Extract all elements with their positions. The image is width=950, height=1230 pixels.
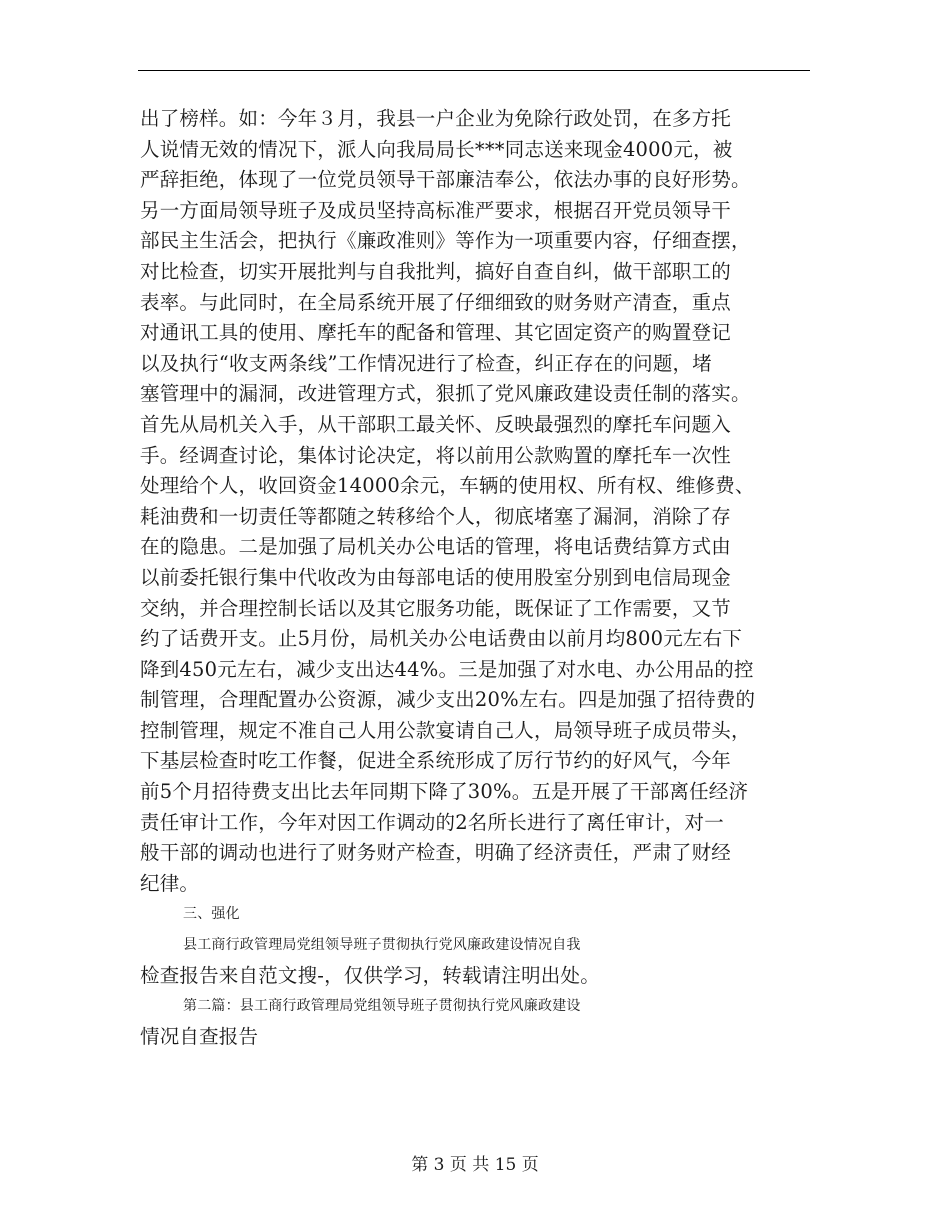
text-line: 手。经调查讨论，集体讨论决定，将以前用公款购置的摩托车一次性	[140, 443, 732, 467]
text-line: 三、强化	[183, 906, 240, 923]
text-line: 约了话费开支。止5月份，局机关办公电话费由以前月均800元左右下	[140, 627, 743, 651]
text-line: 对比检查，切实开展批判与自我批判，搞好自查自纠，做干部职工的	[140, 259, 732, 283]
text-line: 纪律。	[140, 871, 200, 895]
text-line: 首先从局机关入手，从干部职工最关怀、反映最强烈的摩托车问题入	[140, 412, 732, 436]
text-line: 出了榜样。如：今年３月，我县一户企业为免除行政处罚，在多方托	[140, 107, 732, 130]
header-rule	[138, 70, 810, 71]
text-line: 另一方面局领导班子及成员坚持高标准严要求，根据召开党员领导干	[140, 198, 732, 222]
text-line: 情况自查报告	[140, 1024, 259, 1048]
text-line: 检查报告来自范文搜-，仅供学习，转载请注明出处。	[140, 963, 600, 987]
text-line: 交纳，并合理控制长话以及其它服务功能，既保证了工作需要，又节	[140, 596, 732, 620]
page-footer: 第 3 页 共 15 页	[411, 1155, 539, 1175]
text-line: 在的隐患。二是加强了局机关办公电话的管理，将电话费结算方式由	[140, 535, 732, 559]
text-line: 降到450元左右，减少支出达44%。三是加强了对水电、办公用品的控	[140, 657, 754, 681]
text-line: 控制管理，规定不准自己人用公款宴请自己人，局领导班子成员带头，	[140, 718, 751, 742]
text-line: 严辞拒绝，体现了一位党员领导干部廉洁奉公，依法办事的良好形势。	[140, 168, 751, 192]
text-line: 前5个月招待费支出比去年同期下降了30%。五是开展了干部离任经济	[140, 780, 749, 804]
text-line: 县工商行政管理局党组领导班子贯彻执行党风廉政建设情况自我	[183, 937, 581, 954]
text-line: 人说情无效的情况下，派人向我局局长***同志送来现金4000元，被	[140, 137, 733, 161]
text-line: 第二篇：县工商行政管理局党组领导班子贯彻执行党风廉政建设	[183, 998, 581, 1015]
text-line: 制管理，合理配置办公资源，减少支出20%左右。四是加强了招待费的	[140, 688, 756, 712]
text-line: 对通讯工具的使用、摩托车的配备和管理、其它固定资产的购置登记	[140, 321, 732, 345]
text-line: 塞管理中的漏洞，改进管理方式，狠抓了党风廉政建设责任制的落实。	[140, 382, 751, 406]
text-line: 耗油费和一切责任等都随之转移给个人，彻底堵塞了漏洞，消除了存	[140, 504, 732, 528]
text-line: 部民主生活会，把执行《廉政准则》等作为一项重要内容，仔细查摆，	[140, 229, 751, 253]
text-line: 下基层检查时吃工作餐，促进全系统形成了厉行节约的好风气，今年	[140, 749, 732, 773]
text-line: 责任审计工作，今年对因工作调动的2名所长进行了离任审计，对一	[140, 810, 724, 834]
text-line: 处理给个人，收回资金14000余元，车辆的使用权、所有权、维修费、	[140, 474, 755, 498]
text-line: 般干部的调动也进行了财务财产检查，明确了经济责任，严肃了财经	[140, 841, 732, 865]
text-line: 表率。与此同时，在全局系统开展了仔细细致的财务财产清查，重点	[140, 290, 732, 314]
text-line: 以及执行“收支两条线”工作情况进行了检查，纠正存在的问题，堵	[140, 351, 712, 375]
document-body	[140, 104, 810, 1052]
text-line: 以前委托银行集中代收改为由每部电话的使用股室分别到电信局现金	[140, 565, 732, 589]
